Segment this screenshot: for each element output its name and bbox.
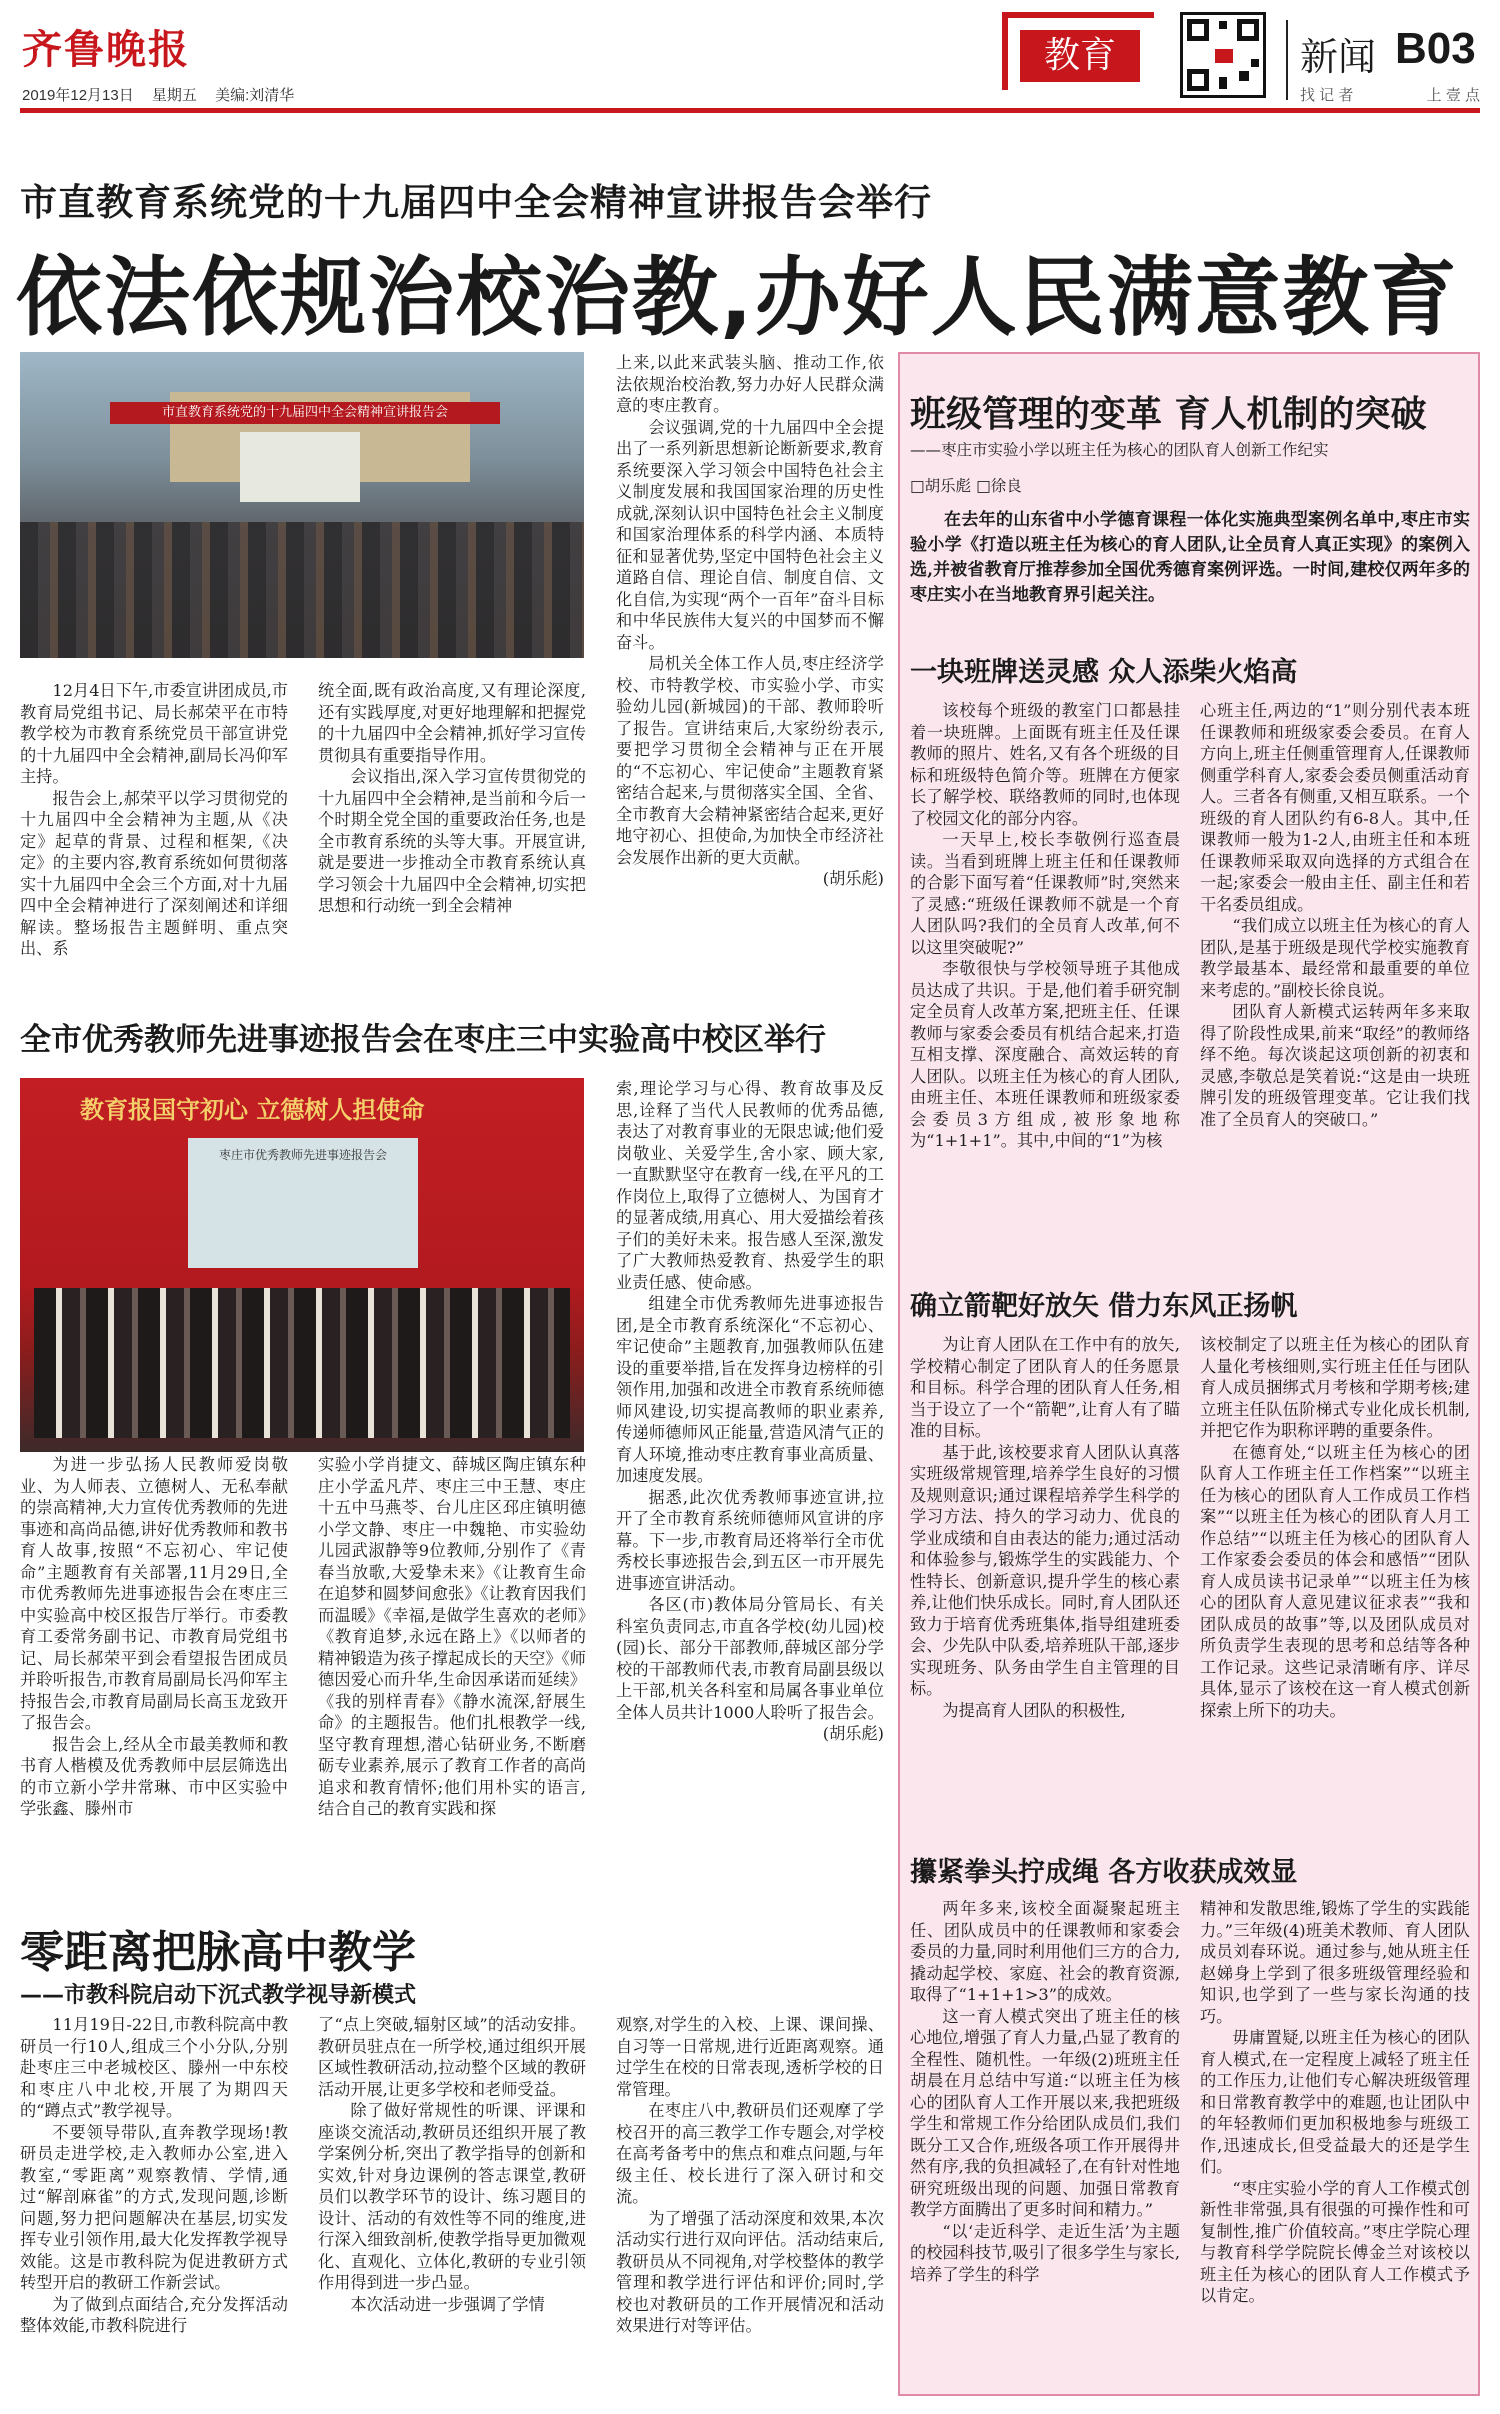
byline: (胡乐彪) [822, 1724, 884, 1743]
page-number: B03 [1395, 24, 1476, 73]
feature-s1-column-2 [1200, 700, 1470, 1282]
feature-s2-column-1 [910, 1334, 1180, 1846]
projection-screen [240, 432, 360, 502]
story2-column-2 [318, 1454, 586, 1902]
paragraph: 局机关全体工作人员,枣庄经济学校、市特教学校、市实验小学、市实验幼儿园(新城园)的干部、教师聆听了报告。宣讲结束后,大家纷纷表示,要把学习贯彻全会精神与正在开展的“不忘初心、牢记使命”主题教育紧密结合起来,与贯彻落实全国、全省、全市教育大会精神紧密结合起来,更好地守初心、担使命,为加快全市经济社会发展作出新的更大贡献。 [616, 654, 884, 867]
issue-weekday: 星期五 [151, 87, 197, 104]
paragraph: 各区(市)教体局分管局长、有关科室负责同志,市直各学校(幼儿园)校(园)长、部分干部教师,薛城区部分学校的干部教师代表,市教育局副县级以上干部,机关各科室和局属各事业单位全体人员共计1000人聆听了报告会。 [616, 1595, 884, 1722]
feature-authors: □胡乐彪 □徐良 [910, 477, 1022, 495]
paragraph: 为了增强了活动深度和效果,本次活动实行进行双向评估。活动结束后,教研员从不同视角,对学校整体的教学管理和教学进行评估和评价;同时,学校也对教研员的工作开展情况和活动效果进行对等评估。 [616, 2208, 884, 2335]
feature-section-3-head: 攥紧拳头拧成绳 各方收获成效显 [910, 1857, 1298, 1888]
story3-headline[interactable]: 零距离把脉高中教学 [20, 1927, 416, 1978]
lead-kicker: 市直教育系统党的十九届四中全会精神宣讲报告会举行 [20, 181, 932, 224]
story2-column-1 [20, 1454, 288, 1902]
paragraph: 报告会上,郝荣平以学习贯彻党的十九届四中全会精神为主题,从《决定》起草的背景、过程和框架,《决定》的主要内容,教育系统如何贯彻落实十九届四中全会三个方面,对十九届四中全会精神进行了深刻阐述和详细解读。整场报告主题鲜明、重点突出、系 [20, 788, 288, 958]
feature-s3-column-1 [910, 1898, 1180, 2388]
paragraph: 基于此,该校要求育人团队认真落实班级常规管理,培养学生良好的习惯及规则意识;通过课程培养学生科学的学习方法、持久的学习动力、优良的学业成绩和自由表达的能力;通过活动和体验参与,锻炼学生的实践能力、个性特长、创新意识,提升学生的核心素养,让他们快乐成长。同时,育人团队还致力于培育优秀班集体,指导组建班委会、少先队中队委,培养班队干部,逐步实现班务、队务由学生自主管理的目标。 [910, 1442, 1180, 1698]
paragraph: “我们成立以班主任为核心的育人团队,是基于班级是现代学校实施教育教学最基本、最经常和最重要的单位来考虑的。”副校长徐良说。 [1200, 916, 1470, 1000]
reporter-label: 找 记 者 [1300, 87, 1354, 104]
story2-headline[interactable]: 全市优秀教师先进事迹报告会在枣庄三中实验高中校区举行 [20, 1022, 826, 1058]
story2-column-3 [616, 1078, 884, 1902]
paragraph: 该校每个班级的教室门口都悬挂着一块班牌。上面既有班主任及任课教师的照片、姓名,又有各个班级的目标和班级特色简介等。班牌在方便家长了解学校、联络教师的同时,也体现了校园文化的部分内容。 [910, 701, 1180, 828]
paragraph: 为让育人团队在工作中有的放矢,学校精心制定了团队育人的任务愿景和目标。科学合理的团队育人任务,相当于设立了一个“箭靶”,让育人有了瞄准的目标。 [910, 1335, 1180, 1440]
feature-section-1-head: 一块班牌送灵感 众人添柴火焰高 [910, 657, 1298, 688]
paragraph: 索,理论学习与心得、教育故事及反思,诠释了当代人民教师的优秀品德,表达了对教育事业的无限忠诚;他们爱岗敬业、关爱学生,舍小家、顾大家,一直默默坚守在教育一线,在平凡的工作岗位上,取得了立德树人、为国育才的显著成绩,用真心、用大爱描绘着孩子们的美好未来。报告感人至深,激发了广大教师热爱教育、热爱学生的职业责任感、使命感。 [616, 1079, 884, 1292]
paragraph: 毋庸置疑,以班主任为核心的团队育人模式,在一定程度上减轻了班主任的工作压力,让他们专心解决班级管理和日常教育教学中的难题,也让团队中的年轻教师们更加积极地参与班级工作,迅速成长,但受益最大的还是学生们。 [1200, 2028, 1470, 2176]
story2-photo[interactable] [20, 1078, 584, 1452]
section-tag-education[interactable]: 教育 [1020, 30, 1140, 82]
paragraph: 观察,对学生的入校、上课、课间操、自习等一日常规,进行近距离观察。通过学生在校的日常表现,透析学校的日常管理。 [616, 2015, 884, 2099]
reporter-action[interactable]: 上 壹 点 [1426, 87, 1480, 104]
projection-screen [188, 1138, 418, 1268]
paragraph: 李敬很快与学校领导班子其他成员达成了共识。于是,他们着手研究制定全员育人改革方案,把班主任、任课教师与家委会委员有机结合起来,打造互相支撑、深度融合、高效运转的育人团队。以班主任为核心的育人团队,由班主任、本班任课教师和班级家委会委员3方组成,被形象地称为“1+1+1”。其中,中间的“1”为核 [910, 959, 1180, 1150]
paragraph: 一天早上,校长李敬例行巡查晨读。当看到班牌上班主任和任课教师的合影下面写着“任课教师”时,突然来了灵感:“班级任课教师不就是一个育人团队吗?我们的全员育人改革,何不以这里突破呢?” [910, 830, 1180, 957]
paragraph: 报告会上,经从全市最美教师和教书育人楷模及优秀教师中层层筛选出的市立新小学井常琳、市中区实验中学张鑫、滕州市 [20, 1734, 288, 1818]
paragraph: 团队育人新模式运转两年多来取得了阶段性成果,前来“取经”的教师络绎不绝。每次谈起这项创新的初衷和灵感,李敬总是笑着说:“这是由一块班牌引发的班级管理变革。它让我们找准了全员育人的突破口。” [1200, 1002, 1470, 1129]
feature-lead: 在去年的山东省中小学德育课程一体化实施典型案例名单中,枣庄市实验小学《打造以班主任为核心的育人团队,让全员育人真正实现》的案例入选,并被省教育厅推荐参加全国优秀德育案例评选。一时间,建校仅两年多的枣庄实小在当地教育界引起关注。 [910, 510, 1470, 605]
byline: (胡乐彪) [822, 869, 884, 888]
paragraph: 统全面,既有政治高度,又有理论深度,还有实践厚度,对更好地理解和把握党的十九届四中全会精神,抓好学习宣传贯彻具有重要指导作用。 [318, 681, 586, 765]
paragraph: 为提高育人团队的积极性, [942, 1700, 1126, 1720]
feature-subtitle: ——枣庄市实验小学以班主任为核心的团队育人创新工作纪实 [910, 441, 1329, 459]
paragraph: 为了做到点面结合,充分发挥活动整体效能,市教科院进行 [20, 2294, 288, 2335]
page-editor: 美编:刘清华 [215, 87, 295, 104]
paragraph: 为进一步弘扬人民教师爱岗敬业、为人师表、立德树人、无私奉献的崇高精神,大力宣传优秀教师的先进事迹和高尚品德,讲好优秀教师和教书育人故事,按照“不忘初心、牢记使命”主题教育有关部署,11月29日,全市优秀教师先进事迹报告会在枣庄三中实验高中校区报告厅举行。市委教育工委常务副书记、市教育局党组书记、局长郝荣平到会看望报告团成员并聆听报告,市教育局副局长冯仰军主持报告会,市教育局副局长高玉龙致开了报告会。 [20, 1455, 288, 1732]
story3-subhead: ——市教科院启动下沉式教学视导新模式 [20, 1983, 417, 2008]
paragraph: 上来,以此来武装头脑、推动工作,依法依规治校治教,努力办好人民群众满意的枣庄教育。 [616, 353, 884, 415]
paragraph: 组建全市优秀教师先进事迹报告团,是全市教育系统深化“不忘初心、牢记使命”主题教育,加强教师队伍建设的重要举措,旨在发挥身边榜样的引领作用,加强和改进全市教育系统师德师风建设,切实提高教师的职业素养,传递师德师风正能量,营造风清气正的育人环境,推动枣庄教育事业高质量、加速度发展。 [616, 1294, 884, 1485]
paragraph: 除了做好常规性的听课、评课和座谈交流活动,教研员还组织开展了教学案例分析,突出了教学指导的创新和实效,针对身边课例的答志课堂,教研员们以教学环节的设计、练习题目的设计、活动的有效性等不同的维度,进行深入细致剖析,使教学指导更加微观化、直观化、立体化,教研的专业引领作用得到进一步凸显。 [318, 2101, 586, 2292]
paragraph: 在枣庄八中,教研员们还观摩了学校召开的高三教学工作专题会,对学校在高考备考中的焦点和难点问题,与年级主任、校长进行了深入研讨和交流。 [616, 2101, 884, 2206]
lead-column-1 [20, 680, 288, 1002]
paragraph: “以‘走近科学、走近生活’为主题的校园科技节,吸引了很多学生与家长,培养了学生的科学 [910, 2221, 1180, 2284]
qr-code-icon[interactable] [1180, 12, 1266, 98]
paragraph: 据悉,此次优秀教师事迹宣讲,拉开了全市教育系统师德师风宣讲的序幕。下一步,市教育局还将举行全市优秀校长事迹报告会,到五区一市开展先进事迹宣讲活动。 [616, 1487, 884, 1593]
paragraph: 12月4日下午,市委宣讲团成员,市教育局党组书记、局长郝荣平在市特教学校为市教育系统党员干部宣讲党的十九届四中全会精神,副局长冯仰军主持。 [20, 681, 288, 786]
reporter-link[interactable] [1300, 84, 1480, 105]
masthead-divider [1286, 20, 1288, 100]
feature-s3-column-2 [1200, 1898, 1470, 2388]
audience [20, 522, 584, 658]
lead-photo[interactable] [20, 352, 584, 658]
paragraph: 11月19日-22日,市教科院高中教研员一行10人,组成三个小分队,分别赴枣庄三中老城校区、滕州一中东校和枣庄八中北校,开展了为期四天的“蹲点式”教学视导。 [20, 2015, 288, 2120]
paragraph: 这一育人模式突出了班主任的核心地位,增强了育人力量,凸显了教育的全程性、随机性。一年级(2)班班主任胡晨在月总结中写道:“以班主任为核心的团队育人工作开展以来,我把班级学生和常规工作分给团队成员们,我们既分工又合作,班级各项工作开展得井然有序,我的负担减轻了,在有针对性地研究班级出现的问题、加强日常教育教学方面腾出了更多时间和精力。” [910, 2006, 1180, 2219]
paragraph: 在德育处,“以班主任为核心的团队育人工作班主任工作档案”“以班主任为核心的团队育人工作成员工作档案”“以班主任为核心的团队育人月工作总结”“以班主任为核心的团队育人工作家委会委员的体会和感悟”“团队育人成员读书记录单”“以班主任为核心的团队育人意见建议征求表”“我和团队成员的故事”等,以及团队成员对所负责学生表现的思考和总结等各种工作记录。这些记录清晰有序、详尽具体,显示了该校在这一育人模式创新探索上所下的功夫。 [1200, 1442, 1470, 1720]
paragraph: 不要领导带队,直奔教学现场!教研员走进学校,走入教师办公室,进入教室,“零距离”观察教情、学情,通过“解剖麻雀”的方式,发现问题,诊断问题,努力把问题解决在基层,切实发挥专业引领作用,最大化发挥教学视导效能。这是市教科院为促进教研方式转型开启的教研工作新尝试。 [20, 2122, 288, 2292]
section-name: 新闻 [1300, 35, 1377, 79]
issue-date: 2019年12月13日 [22, 87, 134, 104]
lead-headline[interactable]: 依法依规治校治教,办好人民满意教育 [16, 248, 1459, 348]
paragraph: 该校制定了以班主任为核心的团队育人量化考核细则,实行班主任任与团队育人成员捆绑式月考核和学期考核;建立班主任队伍阶梯式专业化成长机制,并把它作为职称评聘的重要条件。 [1200, 1335, 1470, 1440]
masthead [0, 0, 1500, 130]
feature-section-2-head: 确立箭靶好放矢 借力东风正扬帆 [910, 1291, 1298, 1322]
lead-column-3 [616, 352, 884, 1002]
lead-photo-banner: 市直教育系统党的十九届四中全会精神宣讲报告会 [110, 402, 500, 424]
screen-caption: 枣庄市优秀教师先进事迹报告会 [218, 1148, 387, 1162]
paragraph: 本次活动进一步强调了学情 [350, 2294, 545, 2314]
story2-photo-banner: 教育报国守初心 立德树人担使命 [80, 1096, 425, 1124]
paragraph: 心班主任,两边的“1”则分别代表本班任课教师和班级家委会委员。在育人方向上,班主任侧重管理育人,任课教师侧重学科育人,家委会委员侧重活动育人。三者各有侧重,又相互联系。一个班级的育人团队约有6-8人。其中,任课教师一般为1-2人,由班主任和本班任课教师采取双向选择的方式组合在一起;家委会一般由主任、副主任和若干名委员组成。 [1200, 701, 1470, 914]
paragraph: 了“点上突破,辐射区域”的活动安排。教研员驻点在一所学校,通过组织开展区域性教研活动,拉动整个区域的教研活动开展,让更多学校和老师受益。 [318, 2015, 586, 2099]
newspaper-logo[interactable]: 齐鲁晚报 [22, 26, 190, 73]
paragraph: 精神和发散思维,锻炼了学生的实践能力。”三年级(4)班美术教师、育人团队成员刘春环说。通过参与,她从班主任赵娣身上学到了很多班级管理经验和知识,也学到了一些与家长沟通的技巧。 [1200, 1899, 1470, 2026]
story3-column-1 [20, 2014, 288, 2400]
issue-meta [22, 84, 308, 105]
paragraph: 会议指出,深入学习宣传贯彻党的十九届四中全会精神,是当前和今后一个时期全党全国的重要政治任务,也是全市教育系统的头等大事。开展宣讲,就是要进一步推动全市教育系统认真学习领会十九届四中全会精神,切实把思想和行动统一到全会精神 [318, 767, 586, 915]
masthead-rule [20, 108, 1480, 113]
paragraph: 两年多来,该校全面凝聚起班主任、团队成员中的任课教师和家委会委员的力量,同时利用他们三方的合力,撬动起学校、家庭、社会的教育资源,取得了“1+1+1>3”的成效。 [910, 1899, 1180, 2004]
story3-column-3 [616, 2014, 884, 2400]
group-photo-people [34, 1288, 570, 1438]
feature-s2-column-2 [1200, 1334, 1470, 1846]
feature-title[interactable]: 班级管理的变革 育人机制的突破 [910, 394, 1427, 435]
feature-s1-column-1 [910, 700, 1180, 1282]
paragraph: 会议强调,党的十九届四中全会提出了一系列新思想新论断新要求,教育系统要深入学习领会中国特色社会主义制度发展和我国国家治理的历史性成就,深刻认识中国特色社会主义制度和国家治理体系的科学内涵、本质特征和显著优势,坚定中国特色社会主义道路自信、理论自信、制度自信、文化自信,为实现“两个一百年”奋斗目标和中华民族伟大复兴的中国梦而不懈奋斗。 [616, 417, 884, 652]
lead-column-2 [318, 680, 586, 1002]
paragraph: “枣庄实验小学的育人工作模式创新性非常强,具有很强的可操作性和可复制性,推广价值较高。”枣庄学院心理与教育科学学院院长傅金兰对该校以班主任为核心的团队育人工作模式予以肯定。 [1200, 2178, 1470, 2305]
paragraph: 实验小学肖捷文、薛城区陶庄镇东种庄小学孟凡芹、枣庄三中王慧、枣庄十五中马燕苓、台儿庄区邳庄镇明德小学文静、枣庄一中魏艳、市实验幼儿园武淑静等9位教师,分别作了《青春当放歌,大爱挚未来》《让教育生命在追梦和圆梦间愈张》《让教育因我们而温暖》《幸福,是做学生喜欢的老师》《教育追梦,永远在路上》《以师者的精神锻造为孩子撑起成长的天空》《师德因爱心而升华,生命因承诺而延续》《我的别样青春》《静水流深,舒展生命》的主题报告。他们扎根教学一线,坚守教育理想,潜心钻研业务,不断磨砺专业素养,展示了教育工作者的高尚追求和教育情怀;他们用朴实的语言,结合自己的教育实践和探 [318, 1455, 586, 1818]
story3-column-2 [318, 2014, 586, 2400]
